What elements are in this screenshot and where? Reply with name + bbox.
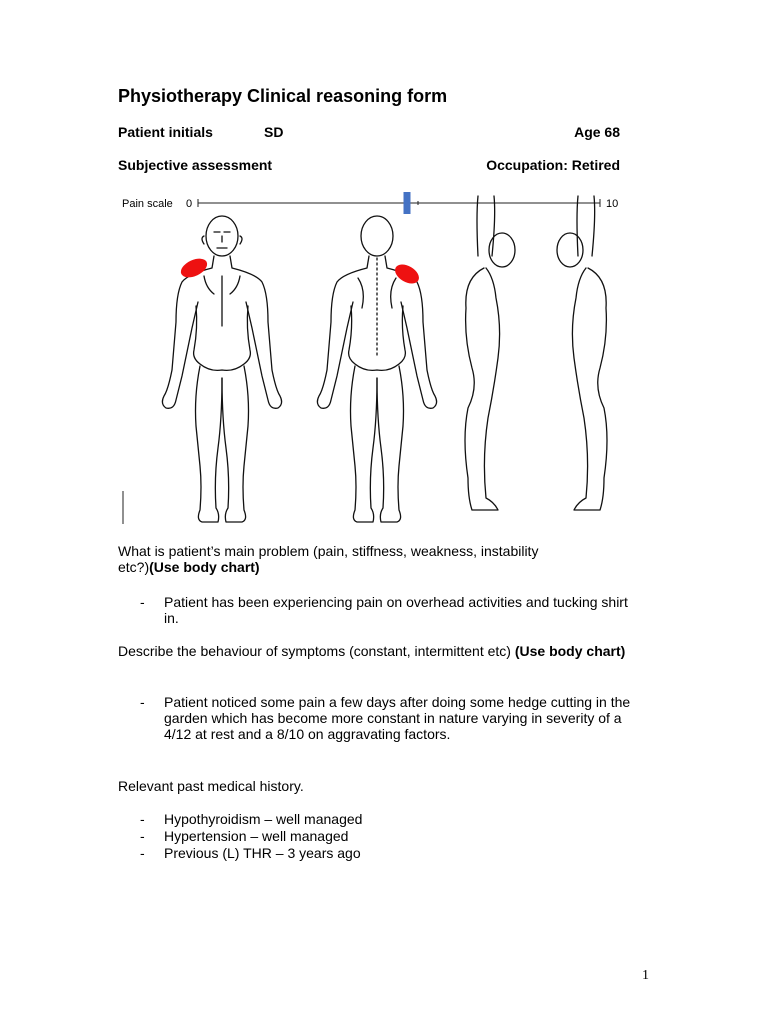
main-problem-question-text: What is patient’s main problem (pain, stiffness, weakness, instability <box>118 543 539 559</box>
behaviour-question <box>118 643 638 659</box>
main-problem-question-text-line2: etc?) <box>118 559 150 575</box>
history-item-text: Previous (L) THR – 3 years ago <box>164 845 361 861</box>
patient-initials-label: Patient initials <box>118 124 213 140</box>
pain-scale-max: 10 <box>606 198 619 210</box>
pain-scale-marker <box>404 192 411 214</box>
bullet-dash: - <box>140 845 145 861</box>
main-problem-answer-text: Patient has been experiencing pain on overhead activities and tucking shirt in. <box>164 594 628 626</box>
bullet-dash: - <box>140 694 145 710</box>
history-item-text: Hypertension – well managed <box>164 828 349 844</box>
page-number: 1 <box>642 968 649 983</box>
history-item-text: Hypothyroidism – well managed <box>164 811 363 827</box>
bullet-dash: - <box>140 811 145 827</box>
body-chart-svg <box>118 186 638 531</box>
left-side-view-figure <box>557 196 607 510</box>
behaviour-question-text: Describe the behaviour of symptoms (constant, intermittent etc) <box>118 643 515 659</box>
behaviour-answer-text: Patient noticed some pain a few days after doing some hedge cutting in the garden which has become more constant in nature varying in severity of a 4/12 at rest and a 8/10 on aggravating factors. <box>164 694 631 742</box>
front-view-figure <box>162 216 281 522</box>
right-side-view-figure <box>465 196 515 510</box>
patient-row <box>118 124 620 140</box>
patient-initials-value: SD <box>264 124 284 140</box>
history-heading: Relevant past medical history. <box>118 778 304 794</box>
pain-scale-label: Pain scale <box>122 198 173 210</box>
assessment-row <box>118 157 620 173</box>
back-view-figure <box>317 216 436 522</box>
bullet-dash: - <box>140 828 145 844</box>
pain-scale-min: 0 <box>186 198 193 210</box>
form-title: Physiotherapy Clinical reasoning form <box>118 86 448 106</box>
main-problem-question <box>118 543 638 575</box>
body-chart <box>118 186 638 531</box>
front-pain-area <box>178 255 210 281</box>
subjective-assessment-label: Subjective assessment <box>118 157 273 173</box>
occupation: Occupation: Retired <box>486 157 620 173</box>
bullet-dash: - <box>140 594 145 610</box>
main-problem-question-bold: (Use body chart) <box>149 559 260 575</box>
behaviour-question-bold: (Use body chart) <box>514 643 626 659</box>
patient-age: Age 68 <box>574 124 620 140</box>
